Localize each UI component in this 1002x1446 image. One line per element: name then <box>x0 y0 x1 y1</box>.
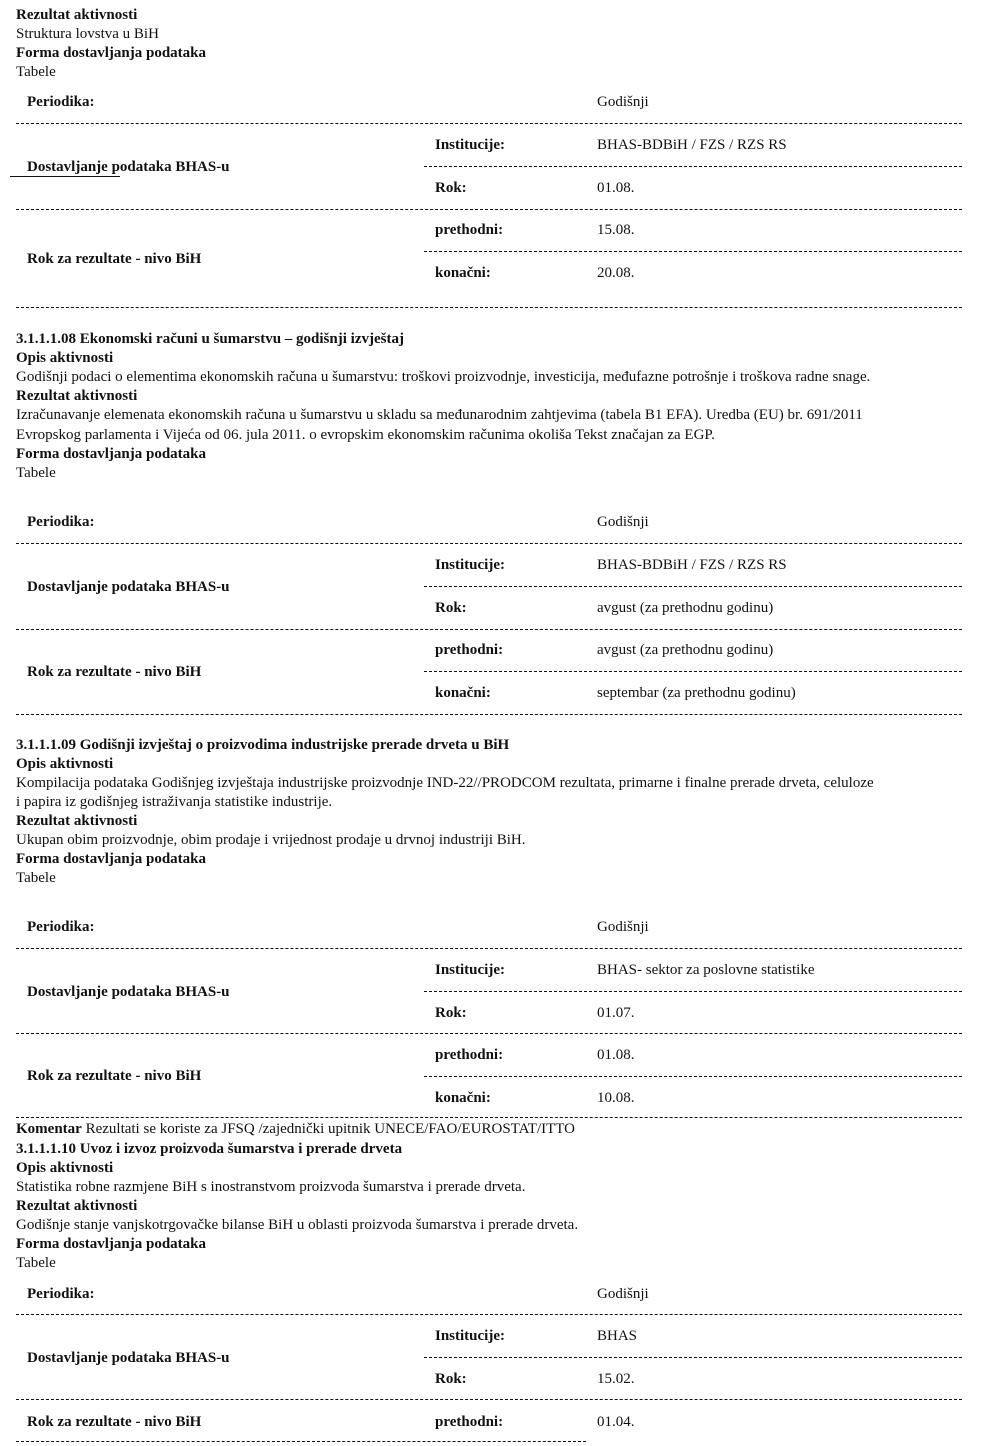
underline <box>10 176 120 177</box>
komentar-text: Rezultati se koriste za JFSQ /zajednički upitnik UNECE/FAO/EUROSTAT/ITTO <box>85 1121 576 1137</box>
result-text-line: Izračunavanje elemenata ekonomskih računa u šumarstvu u skladu sa međunarodnim zahtjevima (tabela B1 EFA). Uredba (EU) br. 691/2011 <box>16 407 863 423</box>
divider <box>16 714 962 715</box>
result-heading: Rezultat aktivnosti <box>16 813 138 829</box>
konacni-value: 20.08. <box>597 265 635 281</box>
divider <box>16 1033 962 1034</box>
result-text-line: Evropskog parlamenta i Vijeća od 06. jula 2011. o evropskim ekonomskim računima okoliša Tekst značajan za EGP. <box>16 427 715 443</box>
institucije-label: Institucije: <box>435 1328 505 1344</box>
opis-text-line: Kompilacija podataka Godišnjeg izvještaja industrijske proizvodnje IND-22//PRODCOM rezultata, primarne i finalne prerade drveta, celuloze <box>16 775 874 791</box>
divider <box>424 1076 962 1077</box>
dostavljanje-label: Dostavljanje podataka BHAS-u <box>27 1350 230 1366</box>
divider <box>16 543 962 544</box>
section-title: 3.1.1.1.08 Ekonomski računi u šumarstvu – godišnji izvještaj <box>16 331 404 347</box>
konacni-label: konačni: <box>435 1090 491 1106</box>
institucije-label: Institucije: <box>435 557 505 573</box>
divider <box>424 1357 962 1358</box>
opis-heading: Opis aktivnosti <box>16 350 114 366</box>
result-heading: Rezultat aktivnosti <box>16 388 138 404</box>
result-text: Struktura lovstva u BiH <box>16 26 159 42</box>
rezultati-label: Rok za rezultate - nivo BiH <box>27 1068 202 1084</box>
divider <box>424 251 962 252</box>
komentar-label: Komentar <box>16 1121 82 1137</box>
institucije-value: BHAS-BDBiH / FZS / RZS RS <box>597 137 787 153</box>
prethodni-value: 01.04. <box>597 1414 635 1430</box>
konacni-value: 10.08. <box>597 1090 635 1106</box>
divider <box>424 991 962 992</box>
form-text: Tabele <box>16 465 56 481</box>
rok-value: 15.02. <box>597 1371 635 1387</box>
divider <box>16 1399 962 1400</box>
form-heading: Forma dostavljanja podataka <box>16 45 207 61</box>
periodika-value: Godišnji <box>597 919 649 935</box>
rok-value: avgust (za prethodnu godinu) <box>597 600 774 616</box>
institucije-value: BHAS <box>597 1328 638 1344</box>
prethodni-value: avgust (za prethodnu godinu) <box>597 642 774 658</box>
komentar <box>16 1120 575 1139</box>
divider <box>424 586 962 587</box>
form-heading: Forma dostavljanja podataka <box>16 446 207 462</box>
rezultati-label: Rok za rezultate - nivo BiH <box>27 1414 202 1430</box>
divider <box>16 123 962 124</box>
periodika-label: Periodika: <box>27 1286 95 1302</box>
dostavljanje-label: Dostavljanje podataka BHAS-u <box>27 159 230 175</box>
prethodni-label: prethodni: <box>435 1414 504 1430</box>
form-heading: Forma dostavljanja podataka <box>16 851 207 867</box>
prethodni-label: prethodni: <box>435 1047 504 1063</box>
opis-heading: Opis aktivnosti <box>16 756 114 772</box>
divider <box>16 629 962 630</box>
prethodni-label: prethodni: <box>435 642 504 658</box>
prethodni-value: 15.08. <box>597 222 635 238</box>
opis-heading: Opis aktivnosti <box>16 1160 114 1176</box>
institucije-label: Institucije: <box>435 137 505 153</box>
rok-value: 01.07. <box>597 1005 635 1021</box>
divider <box>16 1441 586 1442</box>
divider <box>16 1117 962 1118</box>
rok-label: Rok: <box>435 600 467 616</box>
result-text: Ukupan obim proizvodnje, obim prodaje i vrijednost prodaje u drvnoj industriji BiH. <box>16 832 526 848</box>
dostavljanje-label: Dostavljanje podataka BHAS-u <box>27 579 230 595</box>
rezultati-label: Rok za rezultate - nivo BiH <box>27 251 202 267</box>
rok-label: Rok: <box>435 1371 467 1387</box>
periodika-value: Godišnji <box>597 514 649 530</box>
form-text: Tabele <box>16 64 56 80</box>
divider <box>424 671 962 672</box>
konacni-label: konačni: <box>435 265 491 281</box>
periodika-label: Periodika: <box>27 514 95 530</box>
institucije-value: BHAS-BDBiH / FZS / RZS RS <box>597 557 787 573</box>
periodika-value: Godišnji <box>597 1286 649 1302</box>
section-title: 3.1.1.1.10 Uvoz i izvoz proizvoda šumarstva i prerade drveta <box>16 1141 403 1157</box>
rok-label: Rok: <box>435 180 467 196</box>
result-heading: Rezultat aktivnosti <box>16 7 138 23</box>
institucije-label: Institucije: <box>435 962 505 978</box>
form-text: Tabele <box>16 1255 56 1271</box>
divider <box>16 307 962 308</box>
opis-text-line: i papira iz godišnjeg istraživanja statistike industrije. <box>16 794 333 810</box>
konacni-label: konačni: <box>435 685 491 701</box>
section-title: 3.1.1.1.09 Godišnji izvještaj o proizvodima industrijske prerade drveta u BiH <box>16 737 510 753</box>
prethodni-label: prethodni: <box>435 222 504 238</box>
prethodni-value: 01.08. <box>597 1047 635 1063</box>
result-heading: Rezultat aktivnosti <box>16 1198 138 1214</box>
rok-value: 01.08. <box>597 180 635 196</box>
divider <box>16 1314 962 1315</box>
divider <box>16 948 962 949</box>
divider <box>16 209 962 210</box>
rok-label: Rok: <box>435 1005 467 1021</box>
result-text: Godišnje stanje vanjskotrgovačke bilanse BiH u oblasti proizvoda šumarstva i prerade drveta. <box>16 1217 579 1233</box>
divider <box>424 166 962 167</box>
opis-text: Statistika robne razmjene BiH s inostranstvom proizvoda šumarstva i prerade drveta. <box>16 1179 526 1195</box>
periodika-label: Periodika: <box>27 94 95 110</box>
dostavljanje-label: Dostavljanje podataka BHAS-u <box>27 984 230 1000</box>
form-text: Tabele <box>16 870 56 886</box>
konacni-value: septembar (za prethodnu godinu) <box>597 685 796 701</box>
form-heading: Forma dostavljanja podataka <box>16 1236 207 1252</box>
rezultati-label: Rok za rezultate - nivo BiH <box>27 664 202 680</box>
institucije-value: BHAS- sektor za poslovne statistike <box>597 962 815 978</box>
opis-text: Godišnji podaci o elementima ekonomskih računa u šumarstvu: troškovi proizvodnje, investicija, međufazne potrošnje i troškova radne snage. <box>16 369 871 385</box>
periodika-value: Godišnji <box>597 94 649 110</box>
periodika-label: Periodika: <box>27 919 95 935</box>
